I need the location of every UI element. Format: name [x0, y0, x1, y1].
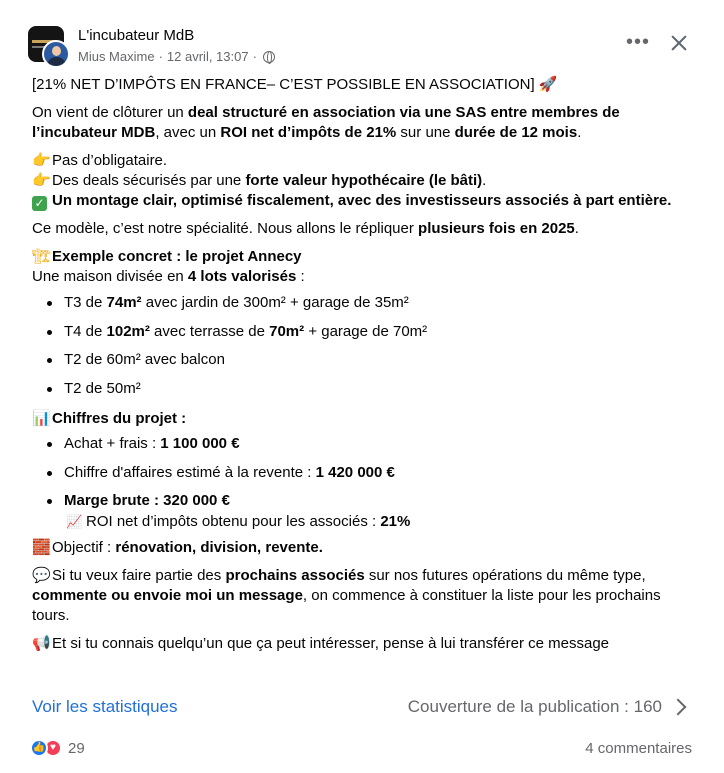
- list-item: T3 de 74m² avec jardin de 300m² + garage de 35m²: [32, 289, 702, 318]
- pointing-hand-icon: 👉: [32, 172, 51, 189]
- list-item: T4 de 102m² avec terrasse de 70m² + garage de 70m²: [32, 318, 702, 347]
- megaphone-icon: 📢: [32, 634, 51, 652]
- post-title: [21% NET D’IMPÔTS EN FRANCE– C’EST POSSIBLE EN ASSOCIATION] 🚀: [32, 76, 558, 93]
- post-body: [32, 75, 702, 654]
- author-name[interactable]: Mius Maxime: [78, 49, 155, 64]
- check-mark-icon: ✓: [32, 196, 47, 211]
- point-structure: ✓ Un montage clair, optimisé fiscalement, avec des investisseurs associés à part entière.: [32, 191, 702, 211]
- like-icon: 👍: [30, 739, 48, 757]
- goal-line: 🧱Objectif : rénovation, division, revente.: [32, 538, 323, 556]
- figures-heading: 📊Chiffres du projet :: [32, 410, 187, 427]
- more-options-icon[interactable]: •••: [626, 31, 651, 53]
- close-icon[interactable]: [668, 32, 690, 54]
- rocket-icon: 🚀: [538, 76, 558, 93]
- globe-icon: [263, 51, 275, 63]
- reaction-count[interactable]: 29: [68, 739, 85, 757]
- model-paragraph: Ce modèle, c’est notre spécialité. Nous allons le répliquer plusieurs fois en 2025.: [32, 220, 579, 237]
- group-name[interactable]: L'incubateur MdB: [78, 27, 195, 44]
- share-paragraph: 📢Et si tu connais quelqu’un que ça peut intéresser, pense à lui transférer ce message: [32, 634, 609, 652]
- chart-increasing-icon: 📈: [66, 513, 83, 529]
- speech-bubble-icon: 💬: [32, 566, 51, 584]
- join-paragraph: 💬Si tu veux faire partie des prochains associés sur nos futures opérations du même type, commente ou envoie moi un message, on commence à constituer la liste pour les prochains tours.: [32, 566, 661, 624]
- brick-icon: 🧱: [32, 538, 51, 556]
- post-header: [28, 26, 696, 68]
- meta-separator-2: ·: [252, 49, 257, 64]
- comments-count[interactable]: 4 commentaires: [585, 740, 692, 757]
- post-coverage: Couverture de la publication : 160: [407, 697, 662, 716]
- post-date[interactable]: 12 avril, 13:07: [166, 49, 249, 64]
- post-meta: [78, 49, 275, 64]
- list-item: Marge brute : 320 000 € 📈 ROI net d’impôts obtenu pour les associés : 21%: [32, 487, 702, 532]
- construction-crane-icon: 🏗: [32, 248, 52, 265]
- meta-separator: ·: [158, 49, 163, 64]
- list-item: T2 de 60m² avec balcon: [32, 346, 702, 375]
- house-description: Une maison divisée en 4 lots valorisés :: [32, 268, 305, 285]
- lots-list: [32, 289, 702, 403]
- love-icon: ♥: [44, 739, 62, 757]
- figures-list: [32, 430, 702, 532]
- roi-line: 📈 ROI net d’impôts obtenu pour les associés : 21%: [66, 512, 411, 530]
- bar-chart-icon: 📊: [32, 410, 51, 427]
- reactions-summary[interactable]: [30, 739, 85, 757]
- example-heading: 🏗Exemple concret : le projet Annecy: [32, 248, 302, 265]
- intro-paragraph: On vient de clôturer un deal structuré en association via une SAS entre membres de l’incubateur MDB, avec un ROI net d’impôts de 21% sur une durée de 12 mois.: [32, 104, 620, 141]
- point-no-bond: 👉Pas d’obligataire.: [32, 152, 168, 169]
- list-item: T2 de 50m²: [32, 375, 702, 404]
- list-item: Chiffre d'affaires estimé à la revente : 1 420 000 €: [32, 459, 702, 488]
- list-item: Achat + frais : 1 100 000 €: [32, 430, 702, 459]
- view-statistics-link[interactable]: Voir les statistiques: [32, 697, 178, 716]
- point-secured: 👉Des deals sécurisés par une forte valeur hypothécaire (le bâti).: [32, 172, 487, 189]
- author-avatar[interactable]: [42, 40, 70, 68]
- chevron-right-icon[interactable]: [670, 699, 687, 716]
- pointing-hand-icon: 👉: [32, 152, 51, 169]
